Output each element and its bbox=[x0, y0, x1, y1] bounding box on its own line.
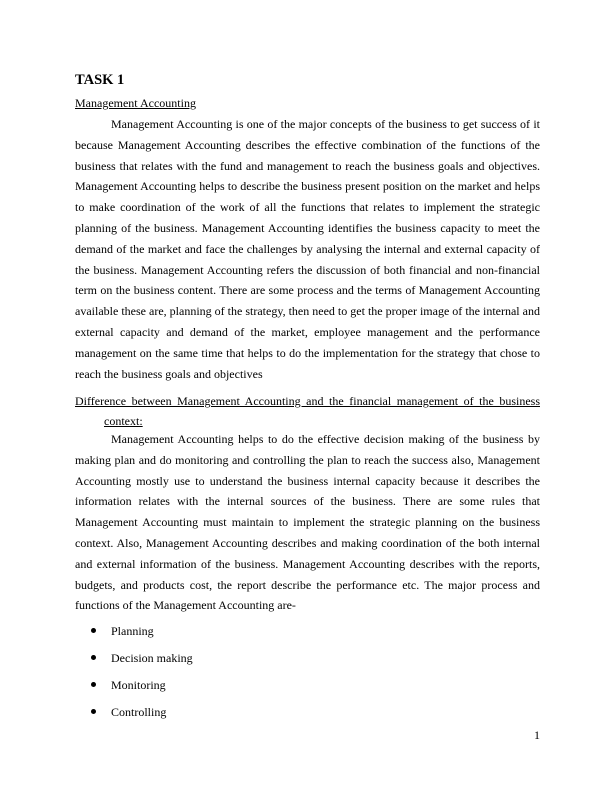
list-item-label: Planning bbox=[111, 624, 154, 638]
section-title: Management Accounting bbox=[75, 96, 196, 110]
bullet-icon bbox=[91, 655, 96, 660]
list-item bbox=[88, 675, 193, 702]
task-heading: TASK 1 bbox=[75, 72, 125, 88]
list-item-label: Decision making bbox=[111, 651, 193, 665]
bullet-icon bbox=[91, 628, 96, 633]
bullet-icon bbox=[91, 709, 96, 714]
paragraph-intro: Management Accounting is one of the major concepts of the business to get success of it because Management Accounting describes the effective combination of the functions of the business that relates with the fund and management to reach the business goals and objectives. Management Accounting helps to describe the business present position on the market and helps to make coordination of the work of all the functions that relates to implement the strategic planning of the business. Management Accounting identifies the business capacity to meet the demand of the market and face the challenges by analysing the internal and external capacity of the business. Management Accounting refers the discussion of both financial and non-financial term on the business content. There are some process and the terms of Management Accounting available these are, planning of the strategy, then need to get the proper image of the internal and external capacity and demand of the market, employee management and the performance management on the same time that helps to do the implementation for the strategy that chose to reach the business goals and objectives bbox=[75, 117, 540, 381]
list-item bbox=[88, 621, 193, 648]
list-item-label: Monitoring bbox=[111, 678, 166, 692]
list-item bbox=[88, 648, 193, 675]
paragraph-difference: Management Accounting helps to do the effective decision making of the business by making plan and do monitoring and controlling the plan to reach the success also, Management Accounting mostly use to understand the business internal capacity because it describes the information relates with the internal sources of the business. There are some rules that Management Accounting must maintain to implement the strategic planning on the business context. Also, Management Accounting describes and making coordination of the both internal and external information of the business. Management Accounting describes with the reports, budgets, and products cost, the report describe the performance etc. The major process and functions of the Management Accounting are- bbox=[75, 432, 540, 613]
bullet-icon bbox=[91, 682, 96, 687]
list-item bbox=[88, 702, 193, 729]
subheading-text: Difference between Management Accounting and the financial management of the business context: bbox=[75, 394, 540, 428]
subheading bbox=[75, 391, 540, 431]
functions-list bbox=[88, 621, 193, 729]
list-item-label: Controlling bbox=[111, 705, 167, 719]
page-number: 1 bbox=[534, 728, 540, 742]
